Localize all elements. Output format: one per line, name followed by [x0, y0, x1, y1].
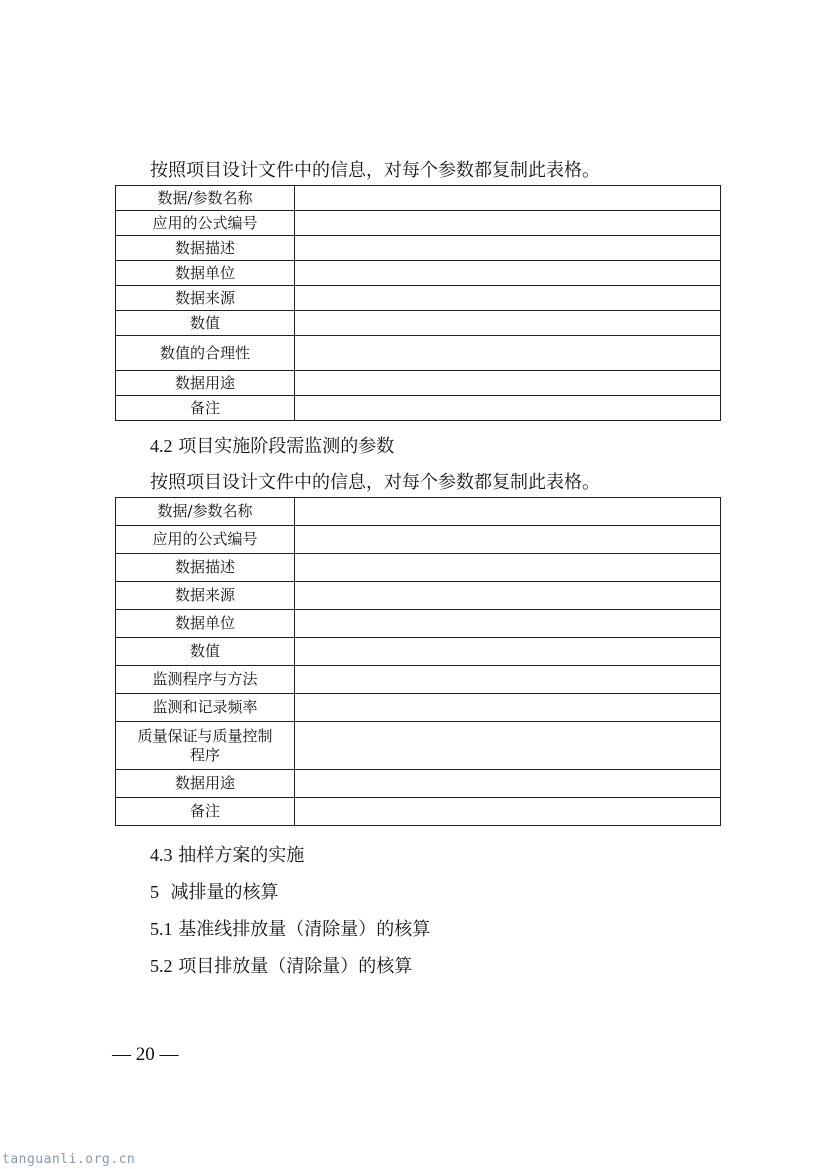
section-number: 5.1 — [150, 919, 173, 939]
row-label: 数据/参数名称 — [116, 498, 295, 526]
row-value — [295, 582, 721, 610]
row-label: 数据用途 — [116, 770, 295, 798]
section-heading-4-3 — [150, 844, 304, 867]
table-row — [116, 770, 721, 798]
row-value — [295, 286, 721, 311]
row-label: 数值 — [116, 638, 295, 666]
row-value — [295, 371, 721, 396]
table-instruction-1: 按照项目设计文件中的信息，对每个参数都复制此表格。 — [150, 160, 600, 181]
row-value — [295, 311, 721, 336]
table-row — [116, 722, 721, 770]
row-value — [295, 236, 721, 261]
row-label: 数据用途 — [116, 371, 295, 396]
section-heading-5-2 — [150, 955, 412, 978]
row-value — [295, 610, 721, 638]
page-number: — 20 — — [112, 1044, 179, 1065]
table-row — [116, 261, 721, 286]
section-heading-5 — [150, 881, 278, 904]
table-row — [116, 694, 721, 722]
row-label — [116, 722, 295, 770]
parameter-table-monitored — [115, 497, 721, 826]
row-value — [295, 798, 721, 826]
table-row — [116, 582, 721, 610]
table-row — [116, 638, 721, 666]
row-value — [295, 770, 721, 798]
section-title: 项目排放量（清除量）的核算 — [178, 956, 413, 977]
row-label: 数据描述 — [116, 236, 295, 261]
row-value — [295, 186, 721, 211]
table-row — [116, 554, 721, 582]
table-row — [116, 666, 721, 694]
table-row — [116, 236, 721, 261]
row-label: 数据来源 — [116, 582, 295, 610]
table-row — [116, 498, 721, 526]
table-row — [116, 186, 721, 211]
row-label: 应用的公式编号 — [116, 211, 295, 236]
row-label: 监测程序与方法 — [116, 666, 295, 694]
row-label: 数据单位 — [116, 261, 295, 286]
table-row — [116, 396, 721, 421]
row-label-line: 质量保证与质量控制 — [137, 726, 273, 745]
section-heading-4-2 — [150, 435, 394, 458]
row-label: 数据/参数名称 — [116, 186, 295, 211]
row-label: 数值的合理性 — [116, 336, 295, 371]
table-row — [116, 526, 721, 554]
row-value — [295, 694, 721, 722]
row-label-line: 程序 — [189, 745, 220, 764]
section-number: 5 — [150, 882, 159, 902]
row-label: 数值 — [116, 311, 295, 336]
table-row — [116, 610, 721, 638]
section-title: 基准线排放量（清除量）的核算 — [178, 919, 431, 940]
row-label: 监测和记录频率 — [116, 694, 295, 722]
section-number: 4.3 — [150, 845, 173, 865]
row-value — [295, 211, 721, 236]
row-value — [295, 526, 721, 554]
row-value — [295, 336, 721, 371]
parameter-table-fixed — [115, 185, 721, 421]
row-label: 数据来源 — [116, 286, 295, 311]
section-title: 项目实施阶段需监测的参数 — [178, 436, 395, 457]
row-label: 备注 — [116, 396, 295, 421]
section-title: 抽样方案的实施 — [178, 845, 305, 866]
section-title: 减排量的核算 — [170, 882, 279, 903]
section-number: 4.2 — [150, 436, 173, 456]
row-label: 数据描述 — [116, 554, 295, 582]
table-row — [116, 311, 721, 336]
row-value — [295, 261, 721, 286]
table-instruction-2: 按照项目设计文件中的信息，对每个参数都复制此表格。 — [150, 472, 600, 493]
row-value — [295, 722, 721, 770]
table-row — [116, 286, 721, 311]
section-number: 5.2 — [150, 956, 173, 976]
table-row — [116, 336, 721, 371]
table-row — [116, 371, 721, 396]
row-value — [295, 666, 721, 694]
row-label: 备注 — [116, 798, 295, 826]
table-row — [116, 798, 721, 826]
row-label: 应用的公式编号 — [116, 526, 295, 554]
section-heading-5-1 — [150, 918, 430, 941]
row-value — [295, 396, 721, 421]
table-row — [116, 211, 721, 236]
row-label: 数据单位 — [116, 610, 295, 638]
row-value — [295, 498, 721, 526]
row-value — [295, 554, 721, 582]
row-value — [295, 638, 721, 666]
watermark: tanguanli.org.cn — [2, 1152, 136, 1167]
